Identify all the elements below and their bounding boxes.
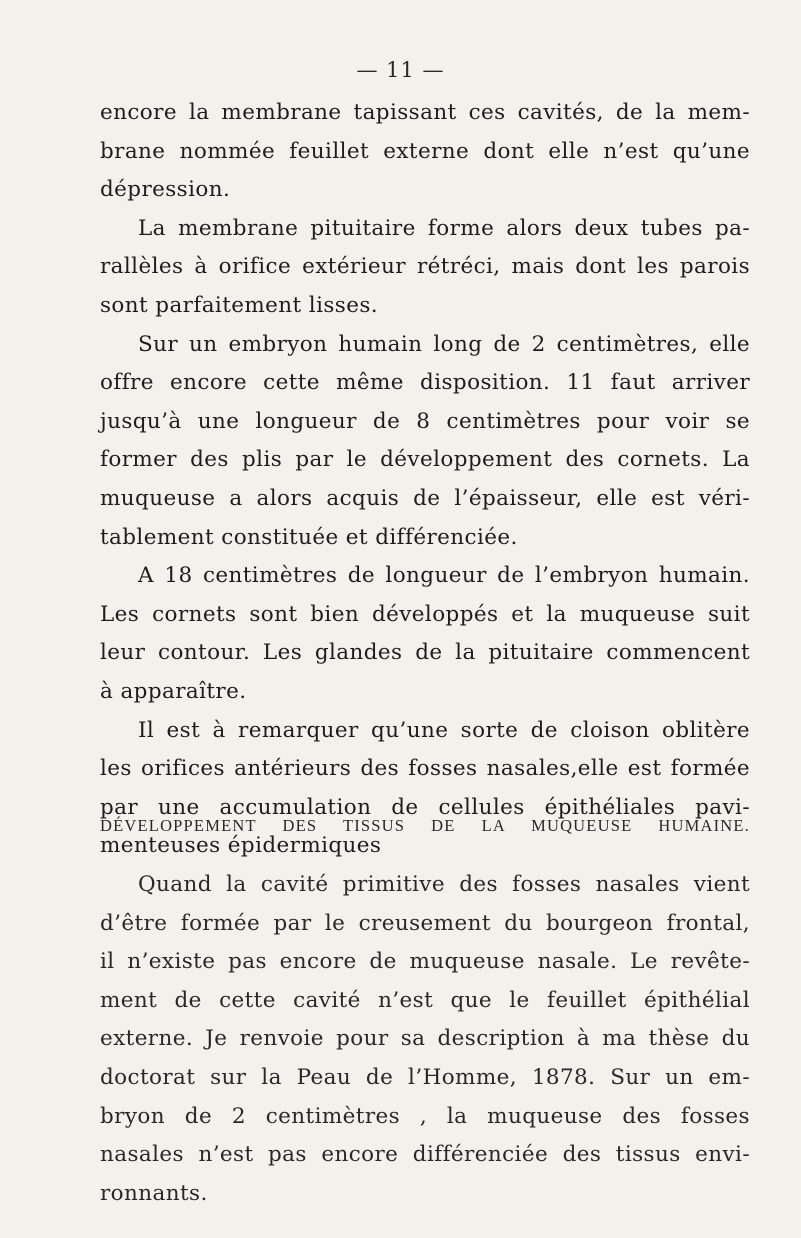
- text-line: La membrane pituitaire forme alors deux tubes pa-: [138, 215, 750, 241]
- section-heading: DÉVELOPPEMENT DES TISSUS DE LA MUQUEUSE HUMAINE.: [100, 816, 750, 835]
- text-line: nasales n’est pas encore différenciée des tissus envi-: [100, 1142, 750, 1168]
- text-line: offre encore cette même disposition. 11 faut arriver: [100, 370, 750, 396]
- body-text-top: [100, 94, 750, 866]
- text-line: A 18 centimètres de longueur de l’embryon humain.: [138, 563, 750, 589]
- text-line: Les cornets sont bien développés et la muqueuse suit: [100, 601, 750, 627]
- text-line: Il est à remarquer qu’une sorte de cloison oblitère: [138, 717, 750, 743]
- text-line: menteuses épidermiques: [100, 833, 382, 859]
- text-line: muqueuse a alors acquis de l’épaisseur, elle est véri-: [100, 485, 750, 511]
- text-line: à apparaître.: [100, 678, 247, 704]
- text-line: dépression.: [100, 177, 231, 203]
- text-line: ment de cette cavité n’est que le feuillet épithélial: [100, 987, 750, 1013]
- text-line: les orifices antérieurs des fosses nasales,elle est formée: [100, 756, 750, 782]
- text-line: rallèles à orifice extérieur rétréci, mais dont les parois: [100, 254, 750, 280]
- text-line: Quand la cavité primitive des fosses nasales vient: [138, 872, 750, 897]
- text-line: former des plis par le développement des cornets. La: [100, 447, 750, 473]
- text-line: jusqu’à une longueur de 8 centimètres pour voir se: [100, 408, 750, 434]
- text-line: encore la membrane tapissant ces cavités, de la mem-: [100, 100, 750, 125]
- text-line: sont parfaitement lisses.: [100, 292, 379, 318]
- page-number: — 11 —: [356, 58, 445, 82]
- text-line: doctorat sur la Peau de l’Homme, 1878. Sur un em-: [100, 1064, 750, 1090]
- body-text-bottom: [100, 866, 750, 1213]
- text-line: il n’existe pas encore de muqueuse nasale. Le revête-: [100, 949, 750, 975]
- text-line: par une accumulation de cellules épithéliales pavi-: [100, 794, 750, 820]
- text-line: externe. Je renvoie pour sa description à ma thèse du: [100, 1026, 750, 1052]
- text-line: Sur un embryon humain long de 2 centimètres, elle: [138, 331, 750, 357]
- text-line: tablement constituée et différenciée.: [100, 524, 518, 550]
- text-line: d’être formée par le creusement du bourgeon frontal,: [100, 910, 750, 936]
- text-line: brane nommée feuillet externe dont elle n’est qu’une: [100, 138, 750, 164]
- text-line: bryon de 2 centimètres , la muqueuse des fosses: [100, 1103, 750, 1129]
- text-line: ronnants.: [100, 1180, 208, 1206]
- text-line: leur contour. Les glandes de la pituitaire commencent: [100, 640, 750, 666]
